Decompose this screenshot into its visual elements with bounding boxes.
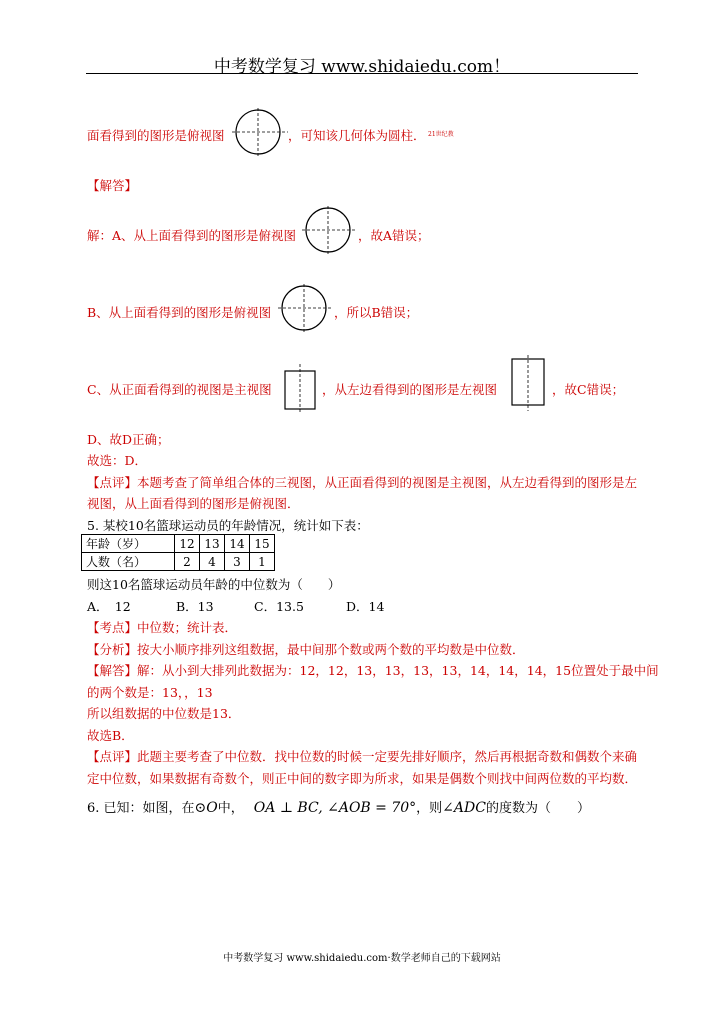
table-header-count: 人数（名） — [82, 553, 175, 571]
watermark-text: 21世纪教 — [428, 131, 454, 138]
q5-option-a: A． 12 — [87, 599, 131, 614]
q5-comment-text-1: 此题主要考查了中位数．找中位数的时候一定要先排好顺序，然后再根据奇数和偶数个来确 — [137, 749, 638, 764]
header-rule — [86, 73, 638, 74]
q5-choose: 故选B． — [87, 728, 134, 743]
q5-jieda-2: 的两个数是：13，，13 — [87, 685, 213, 700]
comment-tag: 【点评】 — [87, 475, 138, 490]
q5-kaodian — [87, 618, 237, 636]
table-cell: 13 — [200, 535, 225, 553]
answer-label: 【解答】 — [87, 178, 138, 193]
fenxi-text: 按大小顺序排列这组数据，最中间那个数或两个数的平均数是中位数． — [137, 642, 525, 657]
table-cell: 1 — [250, 553, 275, 571]
comment-line-2: 视图，从上面看得到的图形是俯视图． — [87, 496, 300, 511]
option-a-end: ，故A错误； — [358, 228, 430, 243]
q5-result: 所以组数据的中位数是13． — [87, 706, 241, 721]
q6-stem — [87, 797, 590, 816]
q5-option-c: C．13.5 — [254, 599, 304, 614]
circle-topview-figure-1 — [232, 108, 292, 156]
q6-mid1: 中， — [217, 801, 244, 816]
kaodian-text: 中位数；统计表． — [137, 620, 238, 635]
choose-line: 故选：D． — [87, 453, 148, 468]
q5-comment-2: 定中位数，如果数据有奇数个，则正中间的数字即为所求，如果是偶数个则找中间两位数的平均数． — [87, 771, 638, 786]
q5-fenxi — [87, 640, 525, 658]
q6-suffix: 的度数为（ ） — [485, 801, 590, 816]
q5-jieda — [87, 661, 659, 679]
kaodian-tag: 【考点】 — [87, 620, 138, 635]
option-c-mid: ，从左边看得到的图形是左视图 — [322, 382, 498, 397]
page-header-title: 中考数学复习 www.shidaiedu.com！ — [213, 57, 511, 77]
table-row — [82, 535, 275, 553]
table-row — [82, 553, 275, 571]
age-table — [81, 534, 275, 571]
q6-angle: ∠ADC — [442, 800, 486, 816]
topview-line-end: ，可知该几何体为圆柱． — [288, 128, 426, 143]
q6-condition: OA ⊥ BC, ∠AOB = 70° — [253, 800, 417, 816]
option-c-end: ，故C错误； — [552, 382, 625, 397]
q5-stem: 5. 某校10名篮球运动员的年龄情况，统计如下表： — [87, 518, 369, 533]
comment-text-1: 本题考查了简单组合体的三视图，从正面看得到的视图是主视图，从左边看得到的图形是左 — [137, 475, 638, 490]
circle-topview-figure-3 — [278, 284, 334, 332]
table-header-age: 年龄（岁） — [82, 535, 175, 553]
comment-line-1 — [87, 473, 637, 491]
jieda-text-1: 解：从小到大排列此数据为：12，12，13，13，13，13，14，14，14，15位置处于最中间 — [137, 663, 659, 678]
option-a-text: 解：A、从上面看得到的图形是俯视图 — [87, 228, 297, 243]
q5-option-d: D．14 — [346, 599, 385, 614]
q5-ask: 则这10名篮球运动员年龄的中位数为（ ） — [87, 577, 341, 592]
option-b-end: ，所以B错误； — [334, 305, 419, 320]
table-cell: 3 — [225, 553, 250, 571]
q5-option-b: B．13 — [176, 599, 214, 614]
table-cell: 2 — [175, 553, 200, 571]
q6-mid2: ，则 — [416, 801, 443, 816]
option-c-text: C、从正面看得到的视图是主视图 — [87, 382, 272, 397]
q6-circle-label: ⊙O — [194, 800, 218, 816]
q5-comment — [87, 747, 637, 765]
rectangle-frontview-figure — [282, 364, 320, 412]
option-d-text: D、故D正确； — [87, 432, 170, 447]
page-footer: 中考数学复习 www.shidaiedu.com·数学老师自己的下载网站 — [223, 953, 501, 964]
jieda-tag: 【解答】 — [87, 663, 138, 678]
fenxi-tag: 【分析】 — [87, 642, 138, 657]
rectangle-leftview-figure — [509, 355, 549, 411]
q5-comment-tag: 【点评】 — [87, 749, 138, 764]
table-cell: 12 — [175, 535, 200, 553]
table-cell: 4 — [200, 553, 225, 571]
option-b-text: B、从上面看得到的图形是俯视图 — [87, 305, 272, 320]
table-cell: 14 — [225, 535, 250, 553]
circle-topview-figure-2 — [302, 206, 358, 254]
q6-prefix: 6. 已知：如图，在 — [87, 801, 195, 816]
table-cell: 15 — [250, 535, 275, 553]
topview-line-start: 面看得到的图形是俯视图 — [87, 128, 225, 143]
